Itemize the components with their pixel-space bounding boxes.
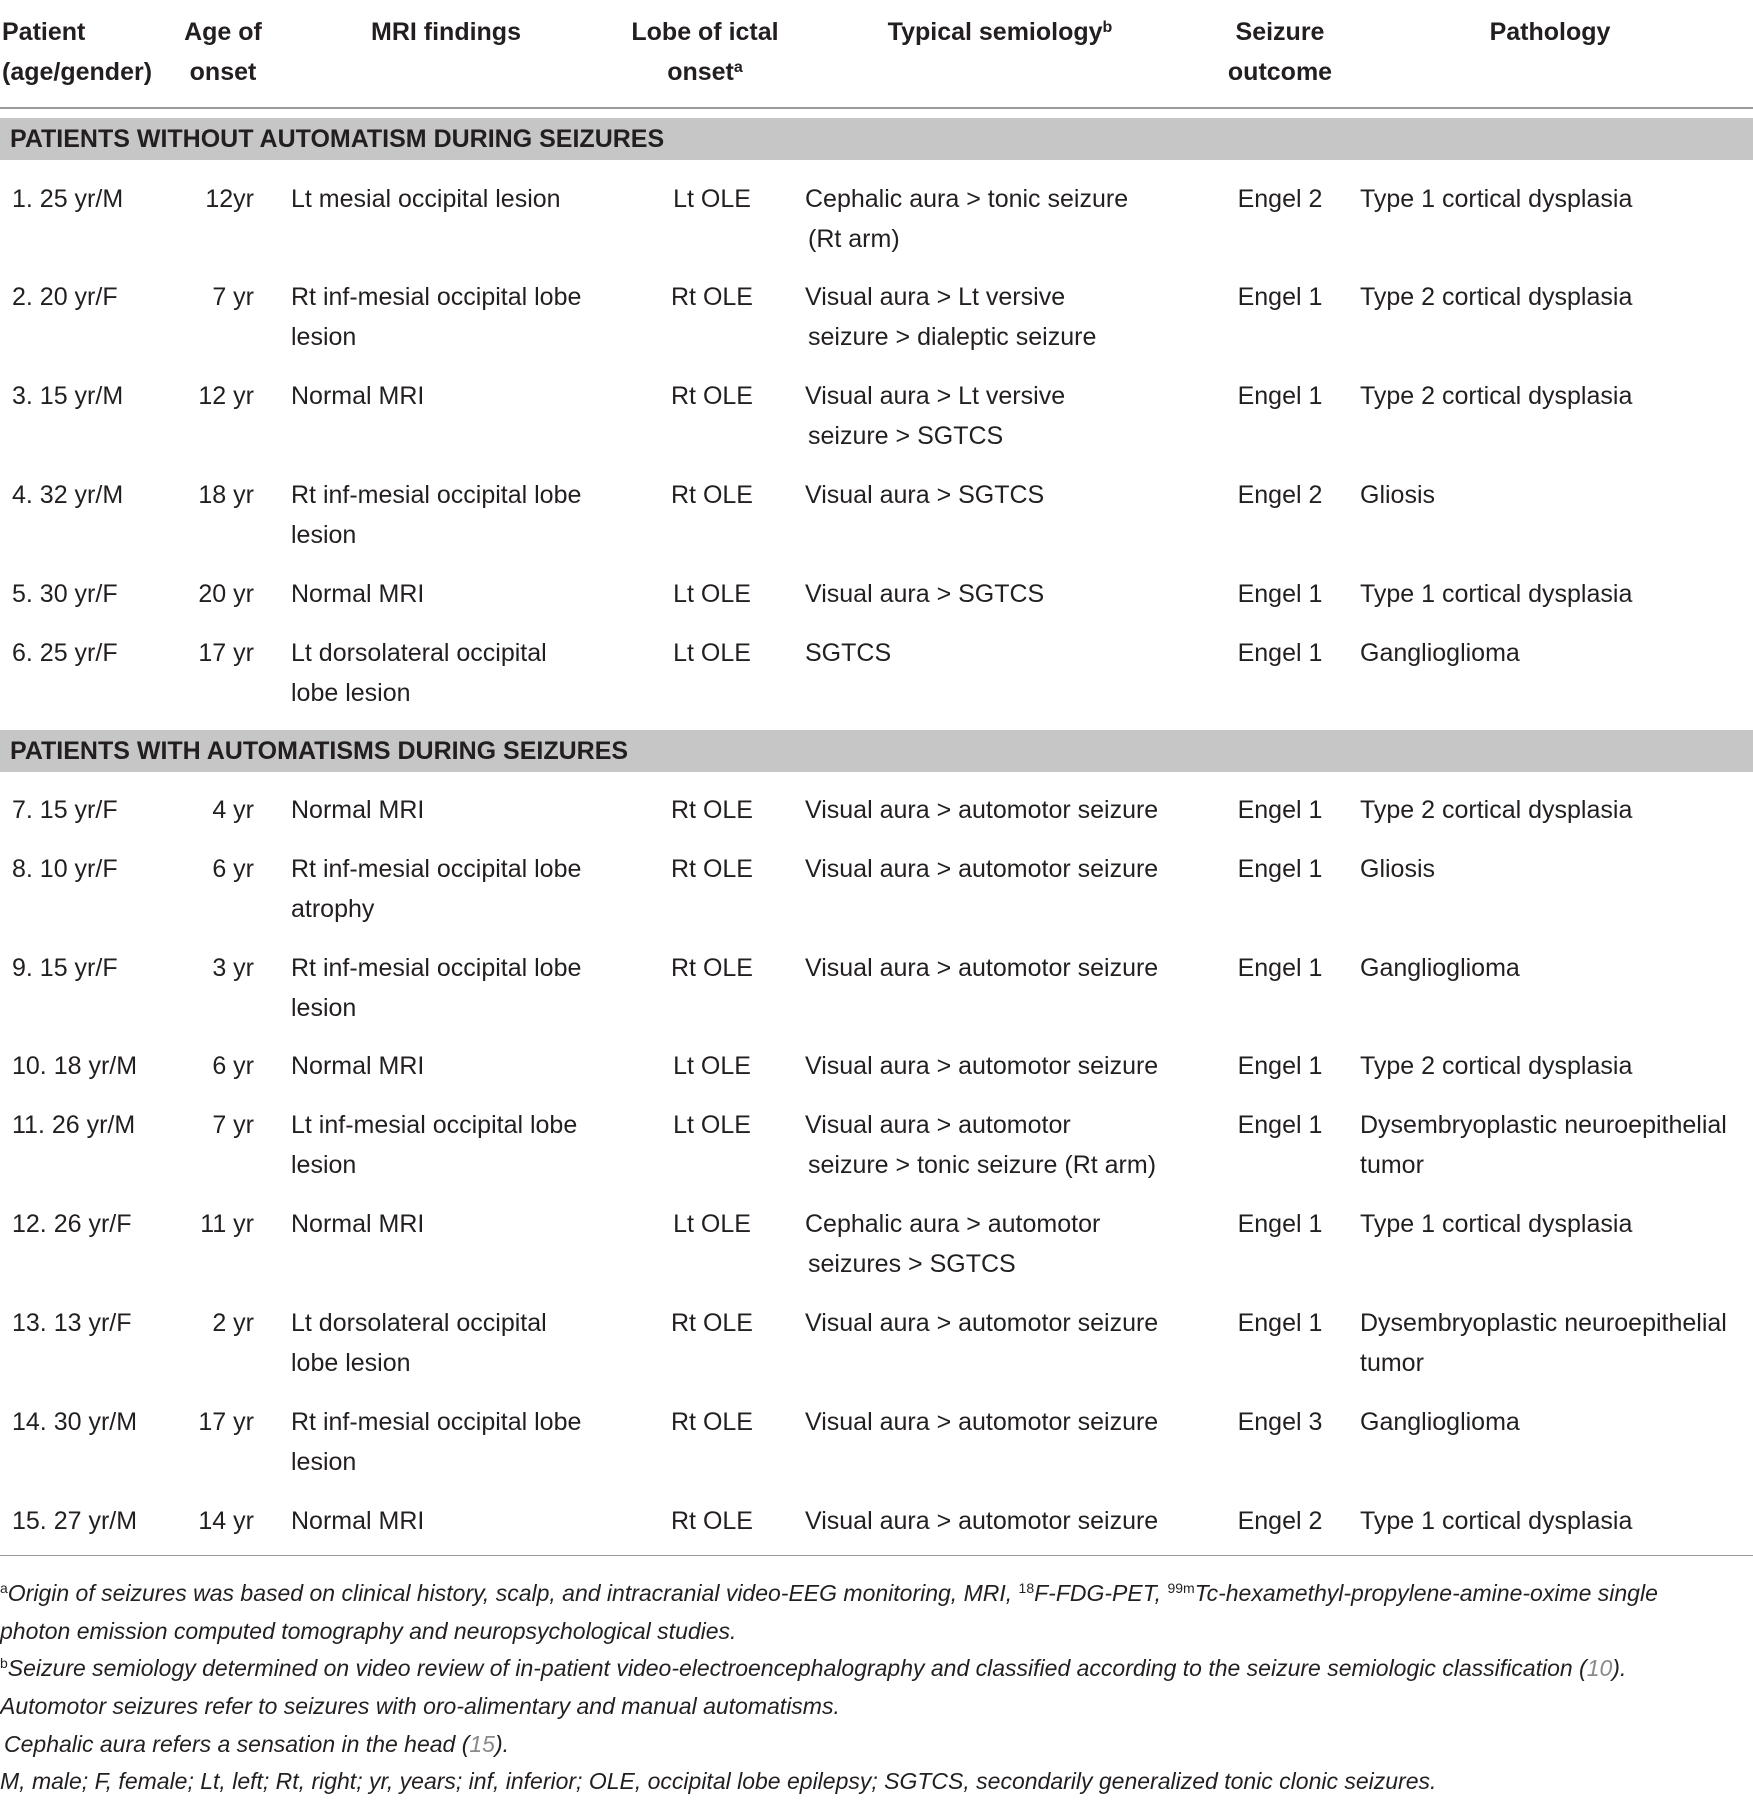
lobe-cell: Rt OLE bbox=[671, 954, 753, 982]
header-outcome-line2: outcome bbox=[1227, 58, 1333, 86]
header-lobe-line2-wrap bbox=[612, 52, 798, 92]
mri-line: Lt mesial occipital lesion bbox=[291, 185, 561, 213]
lobe-cell: Rt OLE bbox=[671, 382, 753, 410]
mri-cell bbox=[291, 1501, 621, 1541]
footnote-b-line2: Automotor seizures refer to seizures with oro-alimentary and manual automatisms. bbox=[0, 1693, 840, 1719]
semiology-line: Visual aura > automotor seizure bbox=[805, 1408, 1159, 1436]
lobe-cell: Lt OLE bbox=[673, 185, 751, 213]
header-age-line1: Age of bbox=[184, 18, 262, 46]
outcome-cell: Engel 2 bbox=[1237, 185, 1323, 213]
age-cell: 14 yr bbox=[198, 1507, 254, 1535]
semiology-line: seizure > SGTCS bbox=[808, 422, 1004, 450]
mri-cell bbox=[291, 1303, 621, 1383]
pathology-cell bbox=[1360, 277, 1752, 317]
outcome-cell: Engel 1 bbox=[1237, 639, 1323, 667]
pathology-line: Type 2 cortical dysplasia bbox=[1360, 796, 1633, 824]
pathology-cell bbox=[1360, 179, 1752, 219]
pathology-cell bbox=[1360, 1204, 1752, 1244]
patient-cell: 14. 30 yr/M bbox=[12, 1408, 138, 1436]
footnote-b bbox=[0, 1649, 1753, 1725]
pathology-line: Ganglioglioma bbox=[1360, 639, 1520, 667]
mri-line: Rt inf-mesial occipital lobe bbox=[291, 481, 582, 509]
header-patient-line1: Patient bbox=[2, 18, 86, 46]
age-cell: 7 yr bbox=[212, 283, 254, 311]
mri-line: Rt inf-mesial occipital lobe bbox=[291, 855, 582, 883]
pathology-line: Type 2 cortical dysplasia bbox=[1360, 1052, 1633, 1080]
semiology-cell bbox=[805, 790, 1205, 830]
semiology-cell bbox=[805, 277, 1205, 357]
semiology-line: Visual aura > automotor seizure bbox=[805, 1507, 1159, 1535]
mri-line: lesion bbox=[291, 1151, 357, 1179]
pathology-cell bbox=[1360, 1046, 1752, 1086]
semiology-line: Visual aura > Lt versive bbox=[805, 382, 1066, 410]
mri-line: lobe lesion bbox=[291, 679, 411, 707]
lobe-cell: Rt OLE bbox=[671, 481, 753, 509]
patient-cell: 6. 25 yr/F bbox=[12, 639, 118, 667]
header-mri-text: MRI findings bbox=[371, 18, 521, 46]
mri-cell bbox=[291, 179, 621, 219]
pathology-cell bbox=[1360, 376, 1752, 416]
age-cell: 2 yr bbox=[212, 1309, 254, 1337]
outcome-cell: Engel 1 bbox=[1237, 855, 1323, 883]
pathology-cell bbox=[1360, 1105, 1752, 1185]
pathology-cell bbox=[1360, 574, 1752, 614]
semiology-cell bbox=[805, 179, 1205, 259]
reference-link[interactable]: 15 bbox=[469, 1731, 495, 1757]
patient-cell: 8. 10 yr/F bbox=[12, 855, 118, 883]
lobe-cell: Rt OLE bbox=[671, 1507, 753, 1535]
patient-cell: 10. 18 yr/M bbox=[12, 1052, 138, 1080]
patient-cell: 5. 30 yr/F bbox=[12, 580, 118, 608]
patient-cell: 2. 20 yr/F bbox=[12, 283, 118, 311]
age-cell: 18 yr bbox=[198, 481, 254, 509]
header-semiology-wrap bbox=[850, 12, 1150, 52]
mri-line: lesion bbox=[291, 1448, 357, 1476]
pathology-line: Type 2 cortical dysplasia bbox=[1360, 382, 1633, 410]
patient-cell: 1. 25 yr/M bbox=[12, 185, 124, 213]
semiology-line: Cephalic aura > tonic seizure bbox=[805, 185, 1129, 213]
footnote-a-text2: F-FDG-PET, bbox=[1034, 1580, 1168, 1606]
semiology-line: Visual aura > automotor seizure bbox=[805, 796, 1159, 824]
mri-line: atrophy bbox=[291, 895, 375, 923]
mri-line: Rt inf-mesial occipital lobe bbox=[291, 1408, 582, 1436]
patient-cell: 7. 15 yr/F bbox=[12, 796, 118, 824]
semiology-cell bbox=[805, 376, 1205, 456]
header-lobe-line1: Lobe of ictal bbox=[631, 18, 779, 46]
footnote-b-text1: Seizure semiology determined on video review of in-patient video-electroencephalography and classified according to the seizure semiologic classification ( bbox=[7, 1655, 1587, 1681]
semiology-line: Visual aura > Lt versive bbox=[805, 283, 1066, 311]
footnote-a bbox=[0, 1574, 1753, 1650]
age-cell: 12 yr bbox=[198, 382, 254, 410]
header-pathology-text: Pathology bbox=[1489, 18, 1611, 46]
section-bar-with-automatisms: PATIENTS WITH AUTOMATISMS DURING SEIZURES bbox=[0, 730, 1753, 772]
lobe-cell: Lt OLE bbox=[673, 1052, 751, 1080]
lobe-cell: Lt OLE bbox=[673, 1111, 751, 1139]
mri-cell bbox=[291, 376, 621, 416]
semiology-line: Visual aura > SGTCS bbox=[805, 580, 1045, 608]
header-age-line2: onset bbox=[189, 58, 257, 86]
semiology-cell bbox=[805, 948, 1205, 988]
semiology-cell bbox=[805, 633, 1205, 673]
outcome-cell: Engel 1 bbox=[1237, 580, 1323, 608]
pathology-cell bbox=[1360, 948, 1752, 988]
patient-cell: 13. 13 yr/F bbox=[12, 1309, 132, 1337]
pathology-cell bbox=[1360, 1402, 1752, 1442]
semiology-cell bbox=[805, 1204, 1205, 1284]
patient-cell: 4. 32 yr/M bbox=[12, 481, 124, 509]
outcome-cell: Engel 1 bbox=[1237, 1111, 1323, 1139]
semiology-line: seizure > tonic seizure (Rt arm) bbox=[808, 1151, 1157, 1179]
pathology-line: Type 1 cortical dysplasia bbox=[1360, 1210, 1633, 1238]
pathology-cell bbox=[1360, 849, 1752, 889]
semiology-cell bbox=[805, 1046, 1205, 1086]
lobe-cell: Rt OLE bbox=[671, 1408, 753, 1436]
mri-line: lesion bbox=[291, 994, 357, 1022]
footnote-cephalic-text1: Cephalic aura refers a sensation in the head ( bbox=[4, 1731, 470, 1757]
header-patient-line2: (age/gender) bbox=[2, 58, 153, 86]
semiology-line: Visual aura > SGTCS bbox=[805, 481, 1045, 509]
outcome-cell: Engel 1 bbox=[1237, 382, 1323, 410]
footnote-a-text1: Origin of seizures was based on clinical history, scalp, and intracranial video-EEG monitoring, MRI, bbox=[7, 1580, 1019, 1606]
outcome-cell: Engel 3 bbox=[1237, 1408, 1323, 1436]
mri-cell bbox=[291, 849, 621, 929]
patient-cell: 9. 15 yr/F bbox=[12, 954, 118, 982]
mri-cell bbox=[291, 1204, 621, 1244]
outcome-cell: Engel 2 bbox=[1237, 481, 1323, 509]
footnote-cephalic-text2: ). bbox=[494, 1731, 510, 1757]
outcome-cell: Engel 2 bbox=[1237, 1507, 1323, 1535]
semiology-line: Visual aura > automotor bbox=[805, 1111, 1071, 1139]
semiology-cell bbox=[805, 1303, 1205, 1343]
patient-cell: 11. 26 yr/M bbox=[12, 1111, 136, 1139]
footnote-b-mark: b bbox=[0, 1655, 8, 1671]
patient-cell: 15. 27 yr/M bbox=[12, 1507, 138, 1535]
footnote-a-line2: photon emission computed tomography and neuropsychological studies. bbox=[0, 1618, 737, 1644]
mri-line: Lt inf-mesial occipital lobe bbox=[291, 1111, 578, 1139]
outcome-cell: Engel 1 bbox=[1237, 796, 1323, 824]
outcome-cell: Engel 1 bbox=[1237, 283, 1323, 311]
age-cell: 6 yr bbox=[212, 1052, 254, 1080]
mri-line: Rt inf-mesial occipital lobe bbox=[291, 283, 582, 311]
outcome-cell: Engel 1 bbox=[1237, 1052, 1323, 1080]
pathology-line: Gliosis bbox=[1360, 481, 1436, 509]
mri-cell bbox=[291, 633, 621, 713]
footnote-mark-a: a bbox=[733, 59, 743, 76]
header-pathology bbox=[1440, 12, 1660, 52]
mri-line: lesion bbox=[291, 323, 357, 351]
footnote-mark-b: b bbox=[1102, 19, 1113, 36]
pathology-line: Type 1 cortical dysplasia bbox=[1360, 580, 1633, 608]
semiology-line: Cephalic aura > automotor bbox=[805, 1210, 1101, 1238]
mri-cell bbox=[291, 948, 621, 1028]
mri-line: Lt dorsolateral occipital bbox=[291, 639, 547, 667]
lobe-cell: Lt OLE bbox=[673, 1210, 751, 1238]
pathology-line: Ganglioglioma bbox=[1360, 1408, 1520, 1436]
semiology-cell bbox=[805, 574, 1205, 614]
age-cell: 3 yr bbox=[212, 954, 254, 982]
footnote-a-line1 bbox=[0, 1574, 1753, 1612]
age-cell: 17 yr bbox=[198, 1408, 254, 1436]
mri-cell bbox=[291, 574, 621, 614]
reference-link[interactable]: 10 bbox=[1586, 1655, 1613, 1681]
pathology-line: Dysembryoplastic neuroepithelial bbox=[1360, 1309, 1727, 1337]
age-cell: 4 yr bbox=[212, 796, 254, 824]
header-age bbox=[178, 12, 268, 92]
lobe-cell: Lt OLE bbox=[673, 580, 751, 608]
header-lobe-line2: onset bbox=[667, 58, 734, 86]
pathology-cell bbox=[1360, 1303, 1752, 1383]
mri-line: lobe lesion bbox=[291, 1349, 411, 1377]
semiology-line: Visual aura > automotor seizure bbox=[805, 855, 1159, 883]
footnote-a-mark: a bbox=[0, 1580, 8, 1596]
semiology-line: seizure > dialeptic seizure bbox=[808, 323, 1097, 351]
footnote-cephalic bbox=[4, 1725, 1753, 1763]
pathology-cell bbox=[1360, 1501, 1752, 1541]
pathology-line: Dysembryoplastic neuroepithelial bbox=[1360, 1111, 1727, 1139]
header-semiology-text: Typical semiology bbox=[887, 18, 1103, 46]
mri-cell bbox=[291, 790, 621, 830]
pathology-line: Ganglioglioma bbox=[1360, 954, 1520, 982]
footnote-abbreviations: M, male; F, female; Lt, left; Rt, right; yr, years; inf, inferior; OLE, occipital lobe epilepsy; SGTCS, secondarily generalized tonic clonic seizures. bbox=[0, 1768, 1437, 1794]
mri-line: Normal MRI bbox=[291, 1210, 425, 1238]
outcome-cell: Engel 1 bbox=[1237, 954, 1323, 982]
header-lobe bbox=[612, 12, 798, 92]
mri-line: Normal MRI bbox=[291, 796, 425, 824]
semiology-line: (Rt arm) bbox=[808, 225, 900, 253]
section-bar-without-automatism: PATIENTS WITHOUT AUTOMATISM DURING SEIZURES bbox=[0, 118, 1753, 160]
semiology-line: SGTCS bbox=[805, 639, 892, 667]
outcome-cell: Engel 1 bbox=[1237, 1210, 1323, 1238]
mri-line: Normal MRI bbox=[291, 580, 425, 608]
lobe-cell: Lt OLE bbox=[673, 639, 751, 667]
age-cell: 7 yr bbox=[212, 1111, 254, 1139]
semiology-cell bbox=[805, 849, 1205, 889]
mri-line: Lt dorsolateral occipital bbox=[291, 1309, 547, 1337]
age-cell: 11 yr bbox=[200, 1210, 254, 1238]
mri-line: Normal MRI bbox=[291, 1507, 425, 1535]
pathology-cell bbox=[1360, 633, 1752, 673]
header-rule bbox=[0, 107, 1753, 109]
mri-cell bbox=[291, 475, 621, 555]
outcome-cell: Engel 1 bbox=[1237, 1309, 1323, 1337]
age-cell: 20 yr bbox=[198, 580, 254, 608]
pathology-line: Type 1 cortical dysplasia bbox=[1360, 1507, 1633, 1535]
lobe-cell: Rt OLE bbox=[671, 283, 753, 311]
mri-line: Normal MRI bbox=[291, 382, 425, 410]
footnote-b-text2: ). bbox=[1612, 1655, 1627, 1681]
pathology-cell bbox=[1360, 475, 1752, 515]
header-outcome-line1: Seizure bbox=[1235, 18, 1325, 46]
isotope-sup: 99m bbox=[1167, 1580, 1195, 1596]
mri-cell bbox=[291, 1402, 621, 1482]
mri-cell bbox=[291, 277, 621, 357]
mri-cell bbox=[291, 1046, 621, 1086]
header-patient bbox=[2, 12, 152, 92]
mri-cell bbox=[291, 1105, 621, 1185]
lobe-cell: Rt OLE bbox=[671, 855, 753, 883]
lobe-cell: Rt OLE bbox=[671, 796, 753, 824]
semiology-cell bbox=[805, 1105, 1205, 1185]
pathology-line: tumor bbox=[1360, 1349, 1424, 1377]
age-cell: 12yr bbox=[205, 185, 254, 213]
mri-line: lesion bbox=[291, 521, 357, 549]
semiology-line: Visual aura > automotor seizure bbox=[805, 954, 1159, 982]
age-cell: 17 yr bbox=[198, 639, 254, 667]
age-cell: 6 yr bbox=[212, 855, 254, 883]
mri-line: Rt inf-mesial occipital lobe bbox=[291, 954, 582, 982]
header-semiology bbox=[850, 12, 1150, 52]
pathology-line: tumor bbox=[1360, 1151, 1424, 1179]
patient-cell: 3. 15 yr/M bbox=[12, 382, 124, 410]
pathology-line: Type 2 cortical dysplasia bbox=[1360, 283, 1633, 311]
header-mri bbox=[330, 12, 562, 52]
lobe-cell: Rt OLE bbox=[671, 1309, 753, 1337]
pathology-cell bbox=[1360, 790, 1752, 830]
semiology-cell bbox=[805, 1501, 1205, 1541]
footnote-b-line1 bbox=[0, 1649, 1753, 1687]
semiology-line: Visual aura > automotor seizure bbox=[805, 1052, 1159, 1080]
semiology-cell bbox=[805, 1402, 1205, 1442]
patient-cell: 12. 26 yr/F bbox=[12, 1210, 132, 1238]
table-bottom-rule bbox=[0, 1555, 1753, 1556]
pathology-line: Type 1 cortical dysplasia bbox=[1360, 185, 1633, 213]
header-outcome bbox=[1210, 12, 1350, 92]
semiology-cell bbox=[805, 475, 1205, 515]
pathology-line: Gliosis bbox=[1360, 855, 1436, 883]
semiology-line: Visual aura > automotor seizure bbox=[805, 1309, 1159, 1337]
footnote-a-text3: Tc-hexamethyl-propylene-amine-oxime single bbox=[1194, 1580, 1658, 1606]
mri-line: Normal MRI bbox=[291, 1052, 425, 1080]
semiology-line: seizures > SGTCS bbox=[808, 1250, 1016, 1278]
isotope-sup: 18 bbox=[1018, 1580, 1035, 1596]
